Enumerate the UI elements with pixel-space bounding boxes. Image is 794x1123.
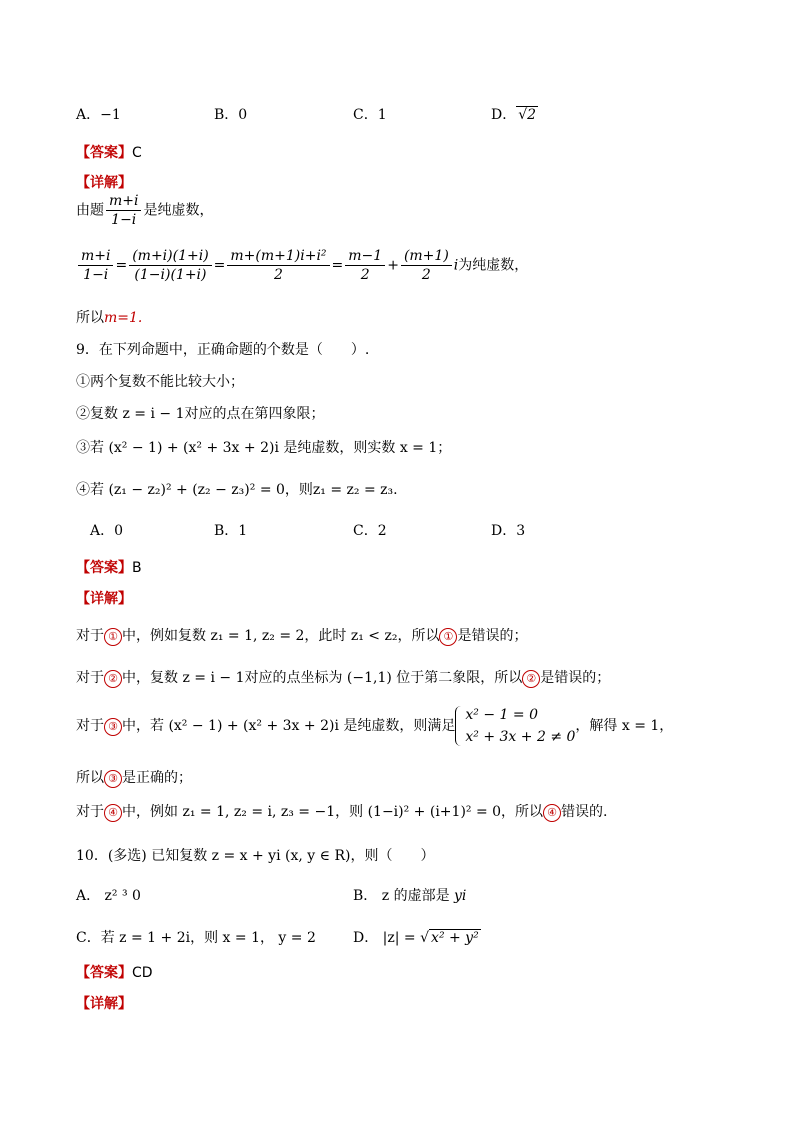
expr: m=1. xyxy=(104,310,143,326)
answer-label: 【答案】 xyxy=(76,965,132,981)
radicand: x² + y² xyxy=(431,930,479,946)
circled-number: ③ xyxy=(104,770,122,788)
text: 所以 xyxy=(76,770,104,786)
text: 错误的. xyxy=(561,804,608,820)
text: 中，例如复数 z₁ = 1, z₂ = 2，此时 z₁ < z₂，所以 xyxy=(122,628,440,644)
text: 是错误的； xyxy=(540,670,611,686)
denominator: (1−i)(1+i) xyxy=(134,267,207,283)
q9-statement-3: ③若 (x² − 1) + (x² + 3x + 2)i 是纯虚数，则实数 x = 1； xyxy=(76,440,452,456)
fraction xyxy=(78,247,113,284)
q10-option-c: C．若 z = 1 + 2i，则 x = 1， y = 2 xyxy=(76,930,316,946)
text: 是正确的； xyxy=(122,770,192,786)
text: 所以 xyxy=(76,310,104,326)
circled-number: ② xyxy=(104,670,122,688)
q9-option-d: D．3 xyxy=(491,523,526,539)
numerator: (m+1) xyxy=(401,247,452,266)
circled-number: ① xyxy=(104,628,122,646)
text: 是纯虚数， xyxy=(143,202,214,219)
answer-value: CD xyxy=(132,965,153,981)
q9-statement-2: ②复数 z = i − 1对应的点在第四象限； xyxy=(76,406,325,422)
text: 对于 xyxy=(76,804,104,820)
circled-number: ③ xyxy=(104,718,122,736)
text: 中，若 (x² − 1) + (x² + 3x + 2)i 是纯虚数，则满足 xyxy=(122,718,456,734)
q9-detail-2 xyxy=(76,668,610,688)
circled-number: ④ xyxy=(543,804,561,822)
q8-option-c: C．1 xyxy=(353,107,387,123)
q9-stem: 9．在下列命题中，正确命题的个数是（ ）. xyxy=(76,342,370,358)
fraction xyxy=(345,247,385,284)
circled-number: ② xyxy=(522,670,540,688)
q8-answer xyxy=(76,143,142,163)
text: 对于 xyxy=(76,670,104,686)
q9-answer xyxy=(76,558,142,578)
denominator: 2 xyxy=(421,267,431,283)
q8-option-d-prefix: D． xyxy=(491,107,517,123)
equation-system xyxy=(455,704,575,748)
q10-stem: 10．(多选) 已知复数 z = x + yi (x, y ∈ R)，则（ ） xyxy=(76,848,435,864)
denominator: 2 xyxy=(274,267,283,283)
answer-label: 【答案】 xyxy=(76,560,132,576)
text: 为纯虚数， xyxy=(458,257,529,274)
circled-number: ① xyxy=(439,628,457,646)
fraction xyxy=(401,247,452,284)
text: 中，复数 z = i − 1对应的点坐标为 (−1,1) 位于第二象限，所以 xyxy=(122,670,523,686)
imag-unit: i xyxy=(453,257,459,274)
text: ，解得 x = 1， xyxy=(575,718,674,734)
q8-line1 xyxy=(76,192,213,229)
inequality: x² + 3x + 2 ≠ 0 xyxy=(465,729,576,745)
detail-label: 【详解】 xyxy=(76,175,132,191)
denominator: 1−i xyxy=(83,267,109,283)
text: 中，例如 z₁ = 1, z₂ = i, z₃ = −1，则 (1−i)² + (i+1)² = 0，所以 xyxy=(122,804,544,820)
q8-line3 xyxy=(76,308,142,328)
numerator: m−1 xyxy=(345,247,385,266)
q8-option-a: A．−1 xyxy=(76,107,121,123)
expr: yi xyxy=(454,888,467,904)
numerator: m+i xyxy=(106,192,141,211)
equals: = xyxy=(331,257,344,274)
numerator: (m+i)(1+i) xyxy=(129,247,211,266)
detail-label: 【详解】 xyxy=(76,591,132,607)
q8-line2 xyxy=(76,247,528,284)
denominator: 2 xyxy=(360,267,370,283)
q9-detail-1 xyxy=(76,626,527,646)
q8-option-b: B．0 xyxy=(214,107,248,123)
detail-label: 【详解】 xyxy=(76,996,132,1012)
q10-answer xyxy=(76,963,153,983)
q9-statement-1: ①两个复数不能比较大小； xyxy=(76,374,244,390)
q10-option-b xyxy=(353,886,466,906)
text: D． |z| = xyxy=(353,930,421,946)
q10-option-a: A． z² ³ 0 xyxy=(76,888,141,904)
q9-option-b: B．1 xyxy=(214,523,248,539)
q9-detail-3 xyxy=(76,704,673,748)
answer-label: 【答案】 xyxy=(76,145,132,161)
plus: + xyxy=(387,257,399,274)
q9-detail-3b xyxy=(76,768,192,788)
answer-value: C xyxy=(132,145,142,161)
q8-option-d xyxy=(491,105,538,125)
text: 是错误的； xyxy=(457,628,528,644)
text: 对于 xyxy=(76,718,104,734)
q9-option-c: C．2 xyxy=(353,523,387,539)
q8-detail-label xyxy=(76,173,132,193)
q9-option-a: A．0 xyxy=(90,523,124,539)
equation: x² − 1 = 0 xyxy=(465,707,538,723)
q9-statement-4: ④若 (z₁ − z₂)² + (z₂ − z₃)² = 0，则z₁ = z₂ = z₃. xyxy=(76,482,398,498)
equals: = xyxy=(115,257,128,274)
fraction xyxy=(106,192,141,229)
equals: = xyxy=(213,257,226,274)
q10-option-d xyxy=(353,928,481,948)
denominator: 1−i xyxy=(111,212,137,228)
q9-detail-label xyxy=(76,589,132,609)
text: 由题 xyxy=(76,202,104,219)
numerator: m+(m+1)i+i² xyxy=(227,247,329,266)
circled-number: ④ xyxy=(104,804,122,822)
text: 对于 xyxy=(76,628,104,644)
text: B． z 的虚部是 xyxy=(353,888,455,904)
fraction xyxy=(227,247,329,284)
numerator: m+i xyxy=(78,247,113,266)
fraction xyxy=(129,247,211,284)
q8-option-d-sqrt: √2 xyxy=(518,107,537,123)
q9-detail-4 xyxy=(76,802,608,822)
q10-detail-label xyxy=(76,994,132,1014)
sqrt-sign: √ xyxy=(420,930,430,946)
answer-value: B xyxy=(132,560,142,576)
